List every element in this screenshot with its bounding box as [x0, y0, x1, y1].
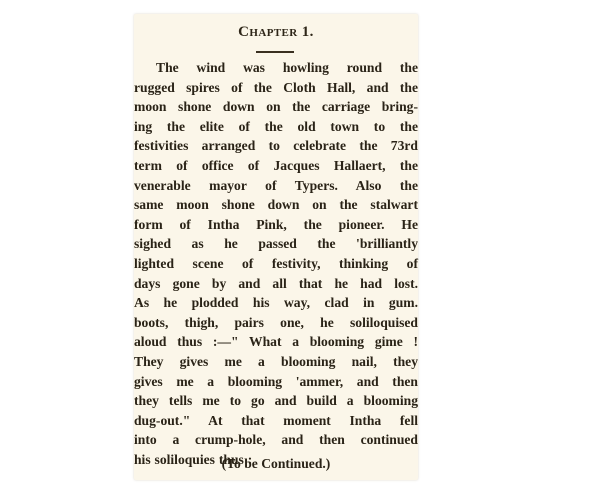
continued-note: (To be Continued.) — [221, 456, 331, 471]
text-line: into a crump-hole, and then continued — [134, 432, 418, 448]
text-line: they tells me to go and build a blooming — [134, 393, 418, 409]
text-line: ing the elite of the old town to the — [134, 118, 418, 134]
text-line: festivities arranged to celebrate the 73rd — [134, 138, 418, 154]
text-line: lighted scene of festivity, thinking of — [134, 255, 418, 271]
text-line: The wind was howling round the — [156, 60, 418, 75]
chapter-heading: Chapter 1. — [238, 24, 314, 40]
text-line: days gone by and all that he had lost. — [134, 275, 418, 291]
text-line: term of office of Jacques Hallaert, the — [134, 157, 418, 173]
text-line: moon shone down on the carriage bring- — [134, 99, 418, 115]
text-line: his soliloquies thus : — [134, 451, 253, 467]
story-paragraph — [134, 58, 418, 469]
text-line: dug-out." At that moment Intha fell — [134, 412, 418, 428]
text-line: boots, thigh, pairs one, he soliloquised — [134, 314, 418, 330]
newspaper-clipping — [134, 14, 418, 480]
text-line: rugged spires of the Cloth Hall, and the — [134, 79, 418, 95]
text-line: sighed as he passed the 'brilliantly — [134, 236, 418, 252]
text-line: form of Intha Pink, the pioneer. He — [134, 216, 418, 232]
text-line: venerable mayor of Typers. Also the — [134, 177, 418, 193]
text-line: same moon shone down on the stalwart — [134, 197, 418, 213]
text-line: gives me a blooming 'ammer, and then — [134, 373, 418, 389]
text-line: aloud thus :—" What a blooming gime ! — [134, 334, 418, 350]
text-line: As he plodded his way, clad in gum. — [134, 295, 418, 311]
heading-rule — [256, 51, 294, 53]
text-line: They gives me a blooming nail, they — [134, 353, 418, 369]
